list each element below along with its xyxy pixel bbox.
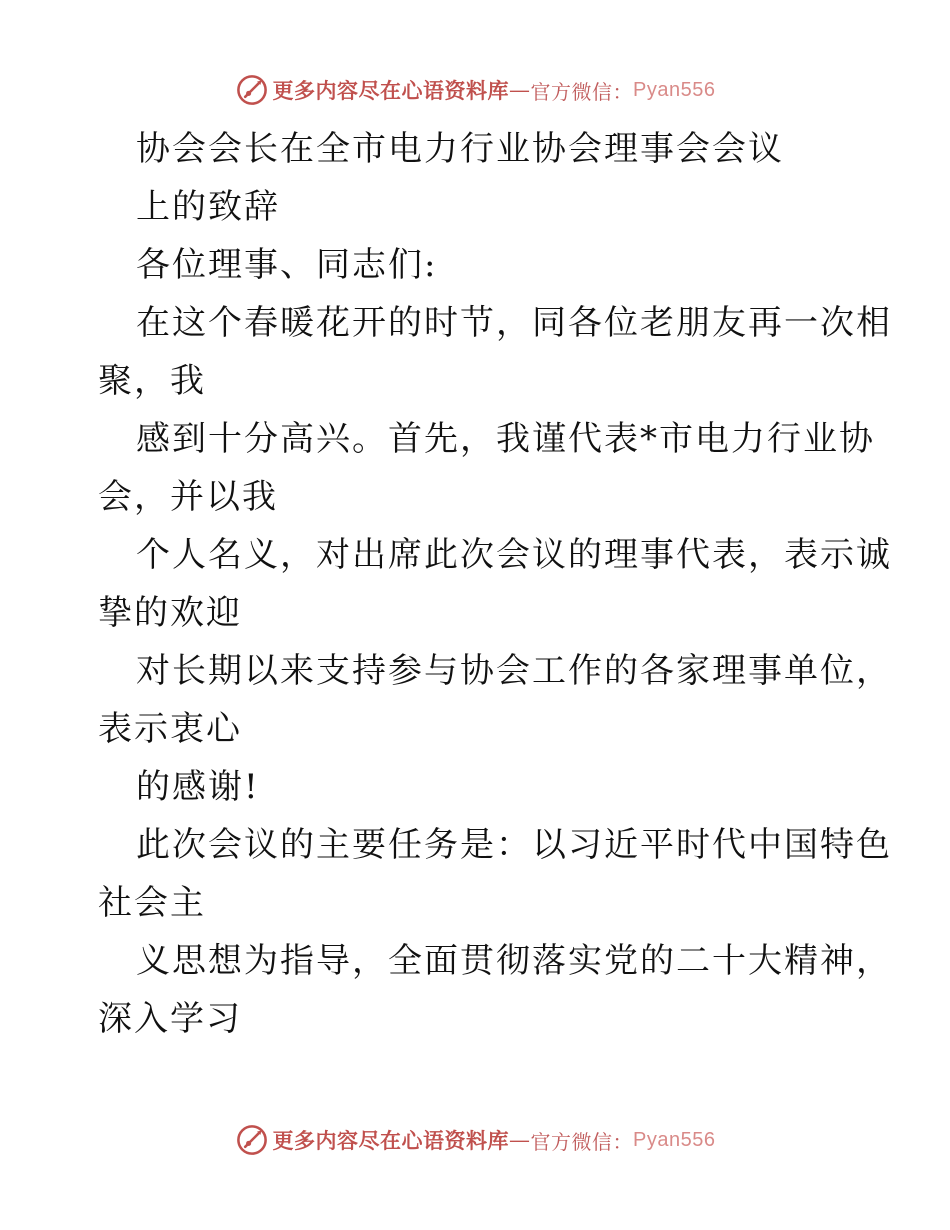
banner-brand-text: 更多内容尽在心语资料库 (272, 1128, 510, 1153)
text-line: 表示衷心 (98, 709, 242, 749)
banner-wechat-label: 官方微信： (530, 1129, 634, 1154)
text-line: 感到十分高兴。首先，我谨代表*市电力行业协 (136, 419, 875, 459)
text-line: 挚的欢迎 (98, 593, 242, 633)
text-line: 聚，我 (98, 361, 206, 401)
text-line: 对长期以来支持参与协会工作的各家理事单位， (136, 651, 892, 691)
banner-wechat-label: 官方微信： (530, 79, 634, 104)
text-line: 协会会长在全市电力行业协会理事会会议 (136, 129, 784, 169)
text-line: 各位理事、同志们: (136, 245, 438, 285)
header-banner (0, 70, 950, 110)
text-line: 义思想为指导，全面贯彻落实党的二十大精神， (136, 941, 892, 981)
banner-wechat-id: Pyan556 (633, 78, 716, 101)
text-line: 深入学习 (98, 999, 242, 1039)
brand-logo-icon (235, 73, 269, 107)
banner-dash: — (509, 1128, 531, 1152)
text-line: 此次会议的主要任务是：以习近平时代中国特色 (136, 825, 892, 865)
text-line: 的感谢! (136, 767, 260, 807)
text-line: 上的致辞 (136, 187, 280, 227)
brand-logo-icon (235, 1123, 269, 1157)
text-line: 会，并以我 (98, 477, 278, 517)
text-line: 在这个春暖花开的时节，同各位老朋友再一次相 (136, 303, 892, 343)
text-line: 个人名义，对出席此次会议的理事代表，表示诚 (136, 535, 892, 575)
banner-wechat-id: Pyan556 (633, 1128, 716, 1151)
banner-brand-text: 更多内容尽在心语资料库 (272, 78, 510, 103)
banner-dash: — (509, 78, 531, 102)
footer-banner (0, 1120, 950, 1160)
document-body (98, 120, 892, 1048)
text-line: 社会主 (98, 883, 206, 923)
